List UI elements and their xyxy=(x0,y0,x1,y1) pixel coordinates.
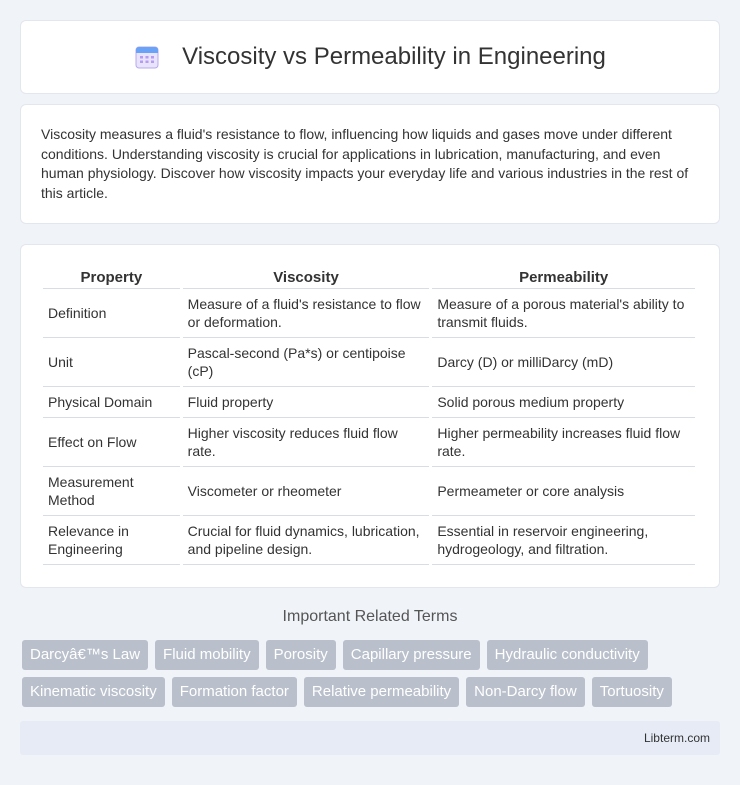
table-cell: Pascal-second (Pa*s) or centipoise (cP) xyxy=(183,338,430,387)
table-row xyxy=(43,387,695,418)
table-cell: Measurement Method xyxy=(43,467,180,516)
intro-text: Viscosity measures a fluid's resistance to flow, influencing how liquids and gases move under different conditions. Understanding viscosity is crucial for applications in lubrication, manufacturing, and even human physiology. Discover how viscosity impacts your everyday life and various industries in the rest of this article. xyxy=(41,126,689,201)
table-cell: Unit xyxy=(43,338,180,387)
tag-non-darcy-flow[interactable]: Non-Darcy flow xyxy=(466,677,585,707)
table-row xyxy=(43,338,695,387)
comparison-table-card xyxy=(20,244,720,588)
tag-relative-permeability[interactable]: Relative permeability xyxy=(304,677,459,707)
table-cell: Darcy (D) or milliDarcy (mD) xyxy=(432,338,695,387)
table-row xyxy=(43,418,695,467)
table-cell: Physical Domain xyxy=(43,387,180,418)
table-cell: Essential in reservoir engineering, hydrogeology, and filtration. xyxy=(432,516,695,565)
tag-darcys-law[interactable]: Darcyâ€™s Law xyxy=(22,640,148,670)
tag-tortuosity[interactable]: Tortuosity xyxy=(592,677,672,707)
table-cell: Fluid property xyxy=(183,387,430,418)
tag-fluid-mobility[interactable]: Fluid mobility xyxy=(155,640,259,670)
header-card xyxy=(20,20,720,94)
tag-formation-factor[interactable]: Formation factor xyxy=(172,677,297,707)
table-row xyxy=(43,289,695,338)
table-cell: Effect on Flow xyxy=(43,418,180,467)
tag-porosity[interactable]: Porosity xyxy=(266,640,336,670)
header-property: Property xyxy=(43,265,180,289)
related-terms xyxy=(22,640,722,714)
table-cell: Permeameter or core analysis xyxy=(432,467,695,516)
table-cell: Viscometer or rheometer xyxy=(183,467,430,516)
header-permeability: Permeability xyxy=(432,265,695,289)
table-cell: Measure of a porous material's ability to transmit fluids. xyxy=(432,289,695,338)
table-cell: Higher permeability increases fluid flow rate. xyxy=(432,418,695,467)
tag-kinematic-viscosity[interactable]: Kinematic viscosity xyxy=(22,677,165,707)
intro-card xyxy=(20,104,720,224)
table-cell: Measure of a fluid's resistance to flow or deformation. xyxy=(183,289,430,338)
related-terms-title: Important Related Terms xyxy=(282,608,458,625)
table-cell: Relevance in Engineering xyxy=(43,516,180,565)
table-row xyxy=(43,516,695,565)
tag-hydraulic-conductivity[interactable]: Hydraulic conductivity xyxy=(487,640,648,670)
footer xyxy=(20,721,720,755)
tag-row xyxy=(22,677,722,707)
table-row xyxy=(43,467,695,516)
table-cell: Solid porous medium property xyxy=(432,387,695,418)
header-viscosity: Viscosity xyxy=(183,265,430,289)
comparison-table xyxy=(40,265,698,565)
calendar-grid-icon xyxy=(134,44,160,70)
page-title: Viscosity vs Permeability in Engineering xyxy=(182,43,606,70)
footer-site[interactable]: Libterm.com xyxy=(643,731,710,745)
tag-row xyxy=(22,640,722,670)
table-cell: Definition xyxy=(43,289,180,338)
table-cell: Higher viscosity reduces fluid flow rate. xyxy=(183,418,430,467)
tag-capillary-pressure[interactable]: Capillary pressure xyxy=(343,640,480,670)
table-cell: Crucial for fluid dynamics, lubrication, and pipeline design. xyxy=(183,516,430,565)
